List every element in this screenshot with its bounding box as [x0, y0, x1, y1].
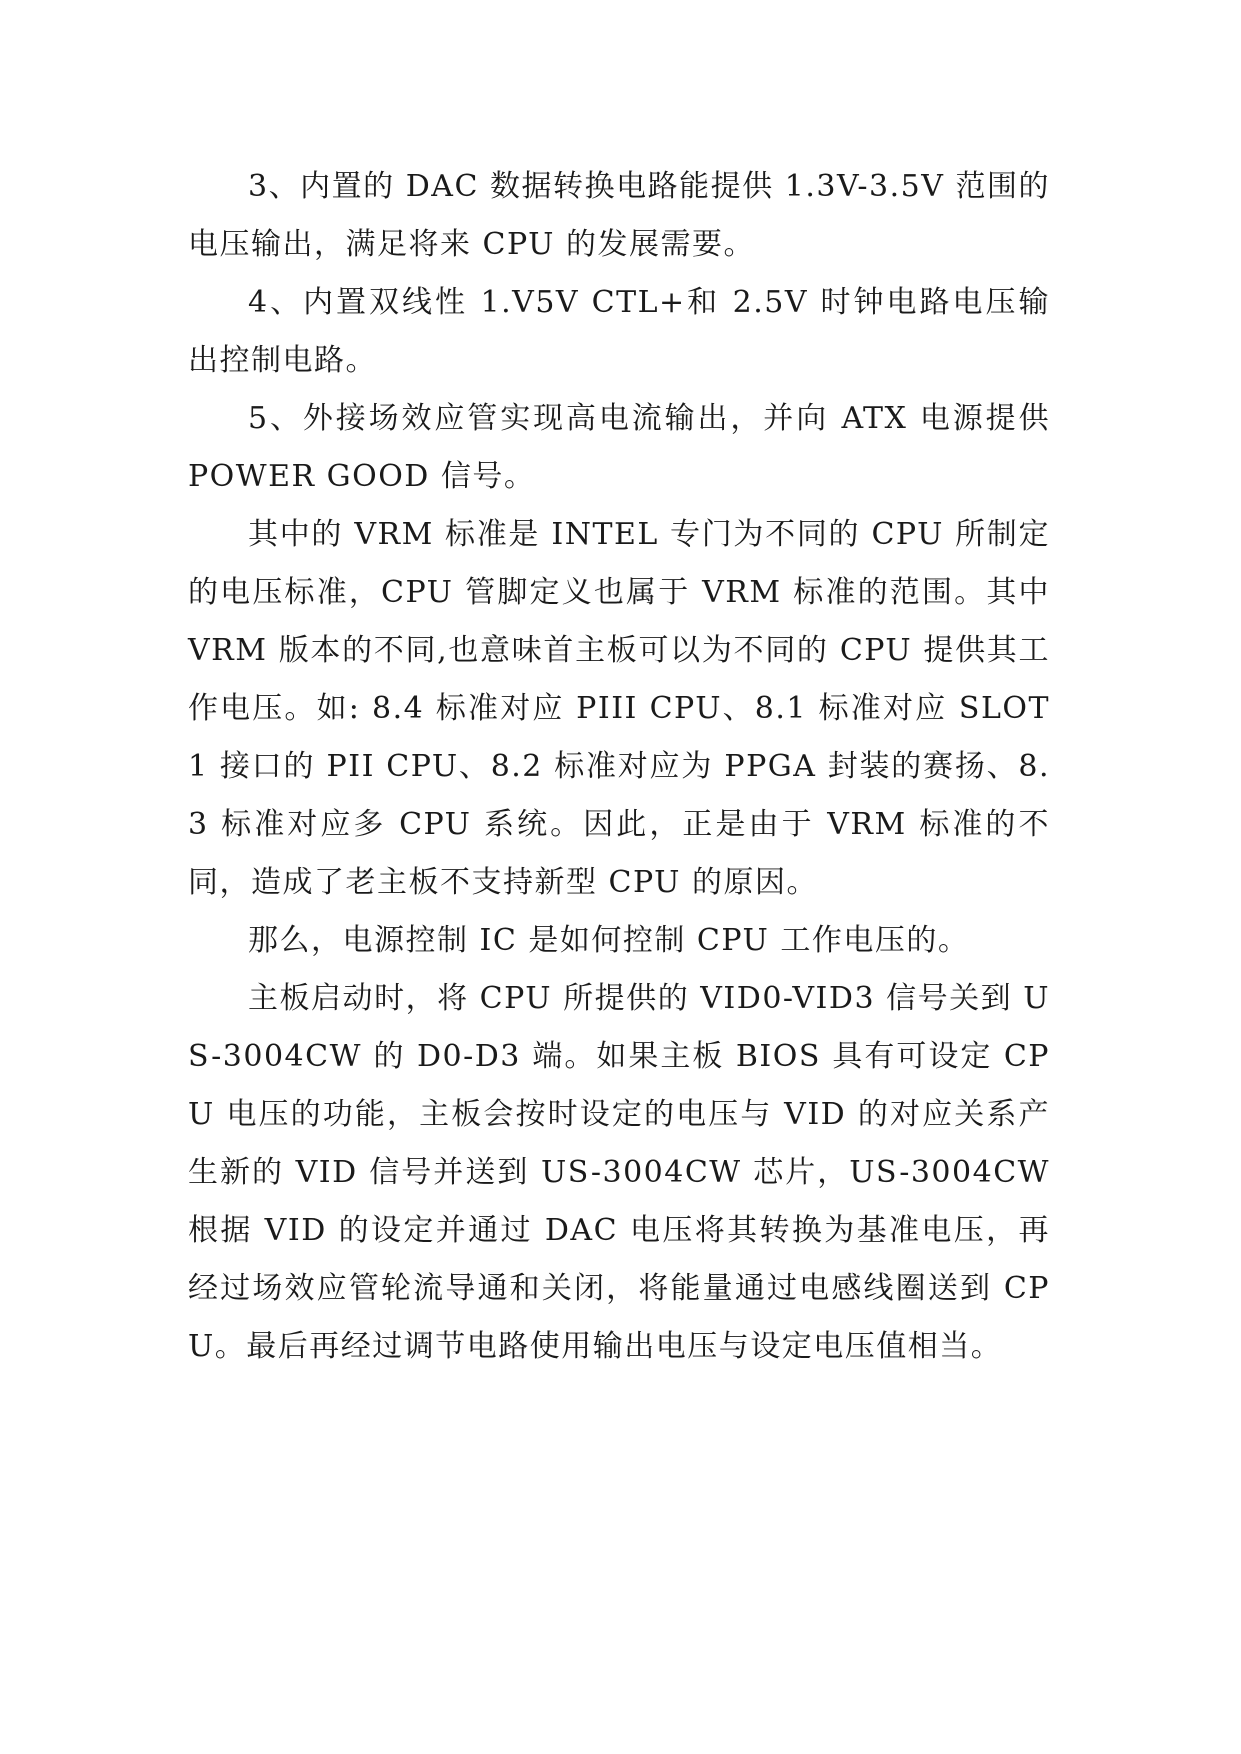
document-body: [188, 158, 1050, 1376]
paragraph-question: 那么，电源控制 IC 是如何控制 CPU 工作电压的。: [248, 923, 970, 958]
paragraph-startup-process: 主板启动时，将 CPU 所提供的 VID0-VID3 信号关到 US-3004CW 的 D0-D3 端。如果主板 BIOS 具有可设定 CPU 电压的功能，主板会按时设定的电压与 VID 的对应关系产生新的 VID 信号并送到 US-3004CW 芯片，US-3004CW 根据 VID 的设定并通过 DAC 电压将其转换为基准电压，再经过场效应管轮流导通和关闭，将能量通过电感线圈送到 CPU。最后再经过调节电路使用输出电压与设定电压值相当。: [188, 981, 1050, 1364]
paragraph-dac-circuit: 3、内置的 DAC 数据转换电路能提供 1.3V-3.5V 范围的电压输出，满足将来 CPU 的发展需要。: [188, 169, 1050, 262]
paragraph-power-good: 5、外接场效应管实现高电流输出，并向 ATX 电源提供 POWER GOOD 信号。: [188, 401, 1050, 494]
paragraph-vrm-standard: 其中的 VRM 标准是 INTEL 专门为不同的 CPU 所制定的电压标准，CPU 管脚定义也属于 VRM 标准的范围。其中 VRM 版本的不同,也意味首主板可以为不同的 CPU 提供其工作电压。如: 8.4 标准对应 PIII CPU、8.1 标准对应 SLOT 1 接口的 PII CPU、8.2 标准对应为 PPGA 封装的赛扬、8.3 标准对应多 CPU 系统。因此，正是由于 VRM 标准的不同，造成了老主板不支持新型 CPU 的原因。: [188, 517, 1050, 900]
paragraph-clock-circuit: 4、内置双线性 1.V5V CTL+和 2.5V 时钟电路电压输出控制电路。: [188, 285, 1050, 378]
